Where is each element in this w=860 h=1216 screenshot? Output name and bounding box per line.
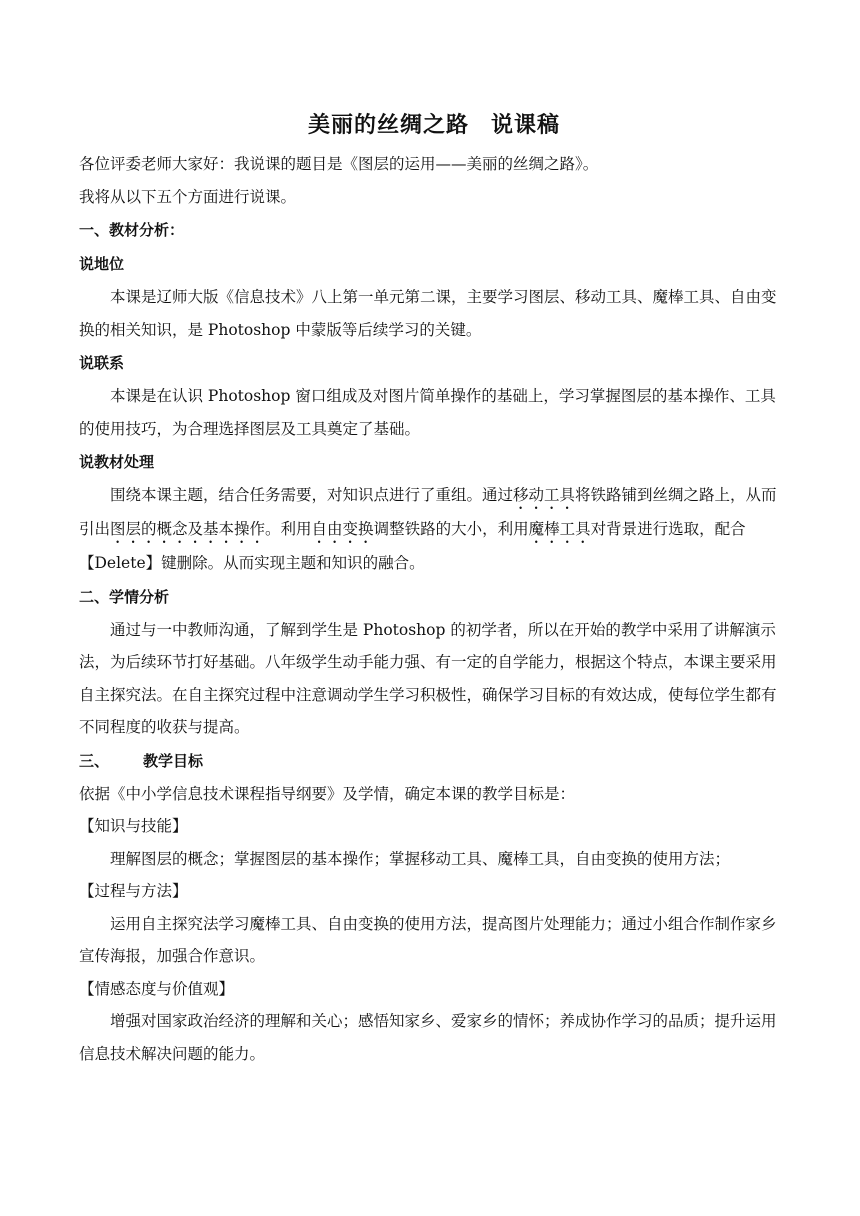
- document-page: [79, 108, 789, 1070]
- processing-text-part: 对背景进行选取，配合【Delete】键删除。从而实现主题和知识的融合。: [79, 520, 746, 572]
- emotion-text: 增强对国家政治经济的理解和关心；感悟知家乡、爱家乡的情怀；养成协作学习的品质；提升运用信息技术解决问题的能力。: [79, 1012, 777, 1063]
- processing-heading: 说教材处理: [79, 453, 155, 471]
- section3-number: 三、: [79, 751, 110, 770]
- connection-heading: 说联系: [79, 354, 125, 372]
- title-main: 美丽的丝绸之路: [307, 113, 469, 138]
- position-heading: 说地位: [79, 255, 125, 273]
- emphasis-move-tool: 移动工具: [513, 486, 576, 504]
- processing-text: [79, 479, 789, 580]
- title-sub: 说课稿: [491, 113, 561, 138]
- section1-heading: 一、教材分析：: [79, 221, 185, 239]
- processing-text-part: 围绕本课主题，结合任务需要，对知识点进行了重组。通过: [110, 486, 514, 504]
- section3-intro: 依据《中小学信息技术课程指导纲要》及学情，确定本课的教学目标是：: [79, 784, 576, 803]
- processing-text-part: 。利用: [265, 520, 312, 538]
- emphasis-magic-wand: 魔棒工具: [528, 520, 591, 538]
- emotion-heading: 【情感态度与价值观】: [79, 979, 235, 998]
- emphasis-layer-concept: 图层的概念及基本操作: [110, 520, 266, 538]
- section2-heading: 二、学情分析: [79, 587, 170, 606]
- knowledge-heading: 【知识与技能】: [79, 817, 188, 835]
- intro-overview: 我将从以下五个方面进行说课。: [79, 187, 297, 206]
- position-text: 本课是辽师大版《信息技术》八上第一单元第二课，主要学习图层、移动工具、魔棒工具、自由变换的相关知识，是 Photoshop 中蒙版等后续学习的关键。: [79, 288, 777, 339]
- section2-text: 通过与一中教师沟通，了解到学生是 Photoshop 的初学者，所以在开始的教学中采用了讲解演示法，为后续环节打好基础。八年级学生动手能力强、有一定的自学能力，根据这个特点，本课主要采用自主探究法。在自主探究过程中注意调动学生学习积极性，确保学习目标的有效达成，使每位学生都有不同程度的收获与提高。: [79, 620, 777, 736]
- process-heading: 【过程与方法】: [79, 882, 188, 900]
- document-title: [79, 108, 789, 144]
- section3-heading: [79, 744, 789, 778]
- connection-text: 本课是在认识 Photoshop 窗口组成及对图片简单操作的基础上，学习掌握图层的基本操作、工具的使用技巧，为合理选择图层及工具奠定了基础。: [79, 387, 776, 438]
- section3-title: 教学目标: [143, 751, 204, 770]
- processing-text-part: 将铁路铺到丝绸之路上，从而引出: [79, 486, 777, 538]
- intro-greeting: 各位评委老师大家好：我说课的题目是《图层的运用——美丽的丝绸之路》。: [79, 155, 599, 173]
- processing-text-part: 调整铁路的大小，利用: [373, 520, 529, 538]
- process-text: 运用自主探究法学习魔棒工具、自由变换的使用方法，提高图片处理能力；通过小组合作制作家乡宣传海报，加强合作意识。: [79, 914, 777, 965]
- knowledge-text: 理解图层的概念；掌握图层的基本操作；掌握移动工具、魔棒工具，自由变换的使用方法；: [110, 849, 731, 868]
- emphasis-free-transform: 自由变换: [311, 520, 374, 538]
